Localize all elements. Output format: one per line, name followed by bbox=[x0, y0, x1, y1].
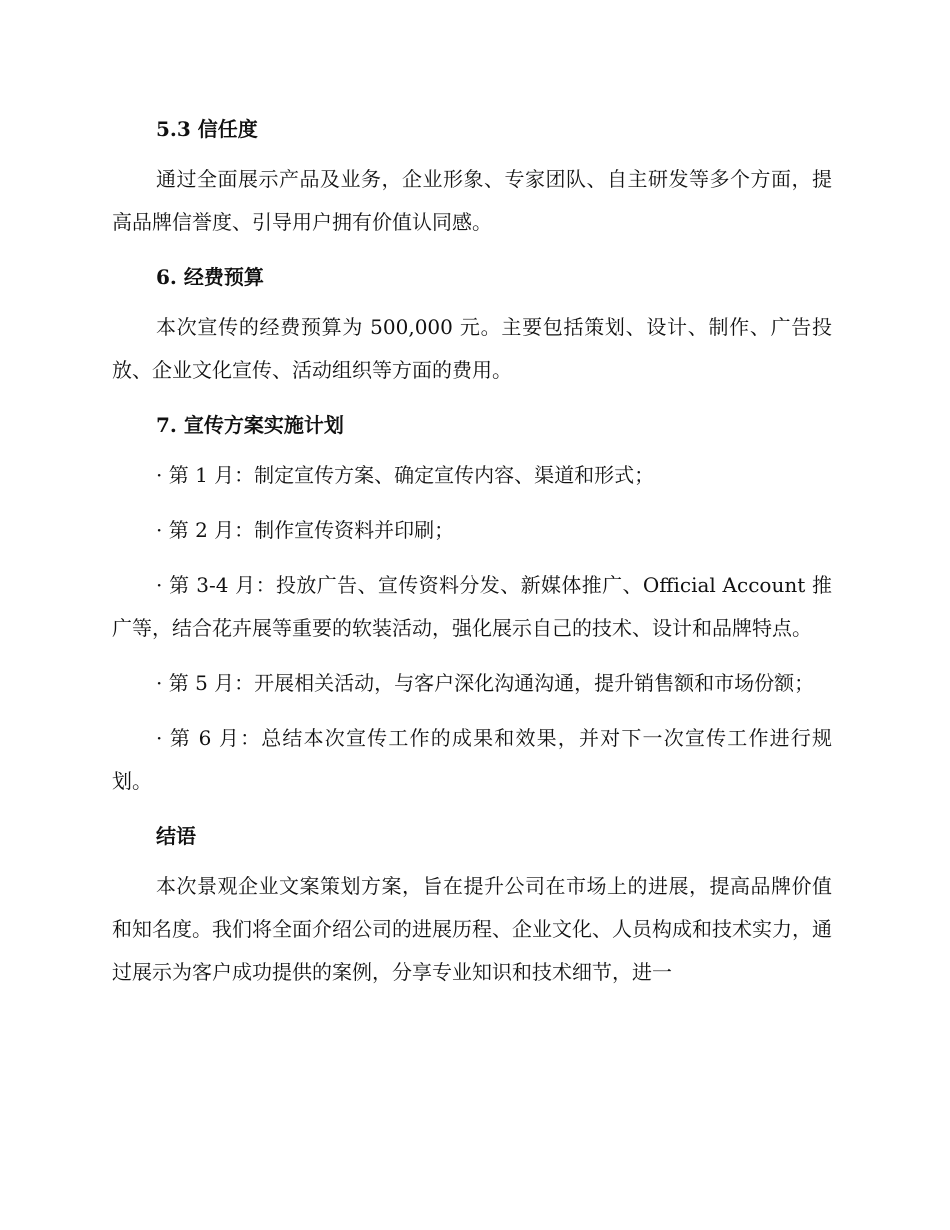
section-heading-budget: 6. 经费预算 bbox=[156, 265, 264, 289]
paragraph-budget: 本次宣传的经费预算为 500,000 元。主要包括策划、设计、制作、广告投放、企业文化宣传、活动组织等方面的费用。 bbox=[112, 315, 832, 382]
plan-item-month-6: · 第 6 月：总结本次宣传工作的成果和效果，并对下一次宣传工作进行规划。 bbox=[112, 726, 832, 793]
plan-item-month-5: · 第 5 月：开展相关活动，与客户深化沟通沟通，提升销售额和市场份额； bbox=[156, 671, 815, 695]
section-heading-conclusion: 结语 bbox=[156, 824, 196, 848]
paragraph-trust: 通过全面展示产品及业务，企业形象、专家团队、自主研发等多个方面，提高品牌信誉度、引导用户拥有价值认同感。 bbox=[112, 167, 832, 234]
plan-item-month-3-4: · 第 3-4 月：投放广告、宣传资料分发、新媒体推广、Official Account 推广等，结合花卉展等重要的软装活动，强化展示自己的技术、设计和品牌特点。 bbox=[112, 573, 832, 640]
plan-item-month-1: · 第 1 月：制定宣传方案、确定宣传内容、渠道和形式； bbox=[156, 463, 655, 487]
plan-item-month-2: · 第 2 月：制作宣传资料并印刷； bbox=[156, 518, 455, 542]
section-heading-plan: 7. 宣传方案实施计划 bbox=[156, 413, 344, 437]
section-heading-trust: 5.3 信任度 bbox=[156, 117, 258, 141]
paragraph-conclusion: 本次景观企业文案策划方案，旨在提升公司在市场上的进展，提高品牌价值和知名度。我们将全面介绍公司的进展历程、企业文化、人员构成和技术实力，通过展示为客户成功提供的案例，分享专业知识和技术细节，进一 bbox=[112, 874, 832, 984]
